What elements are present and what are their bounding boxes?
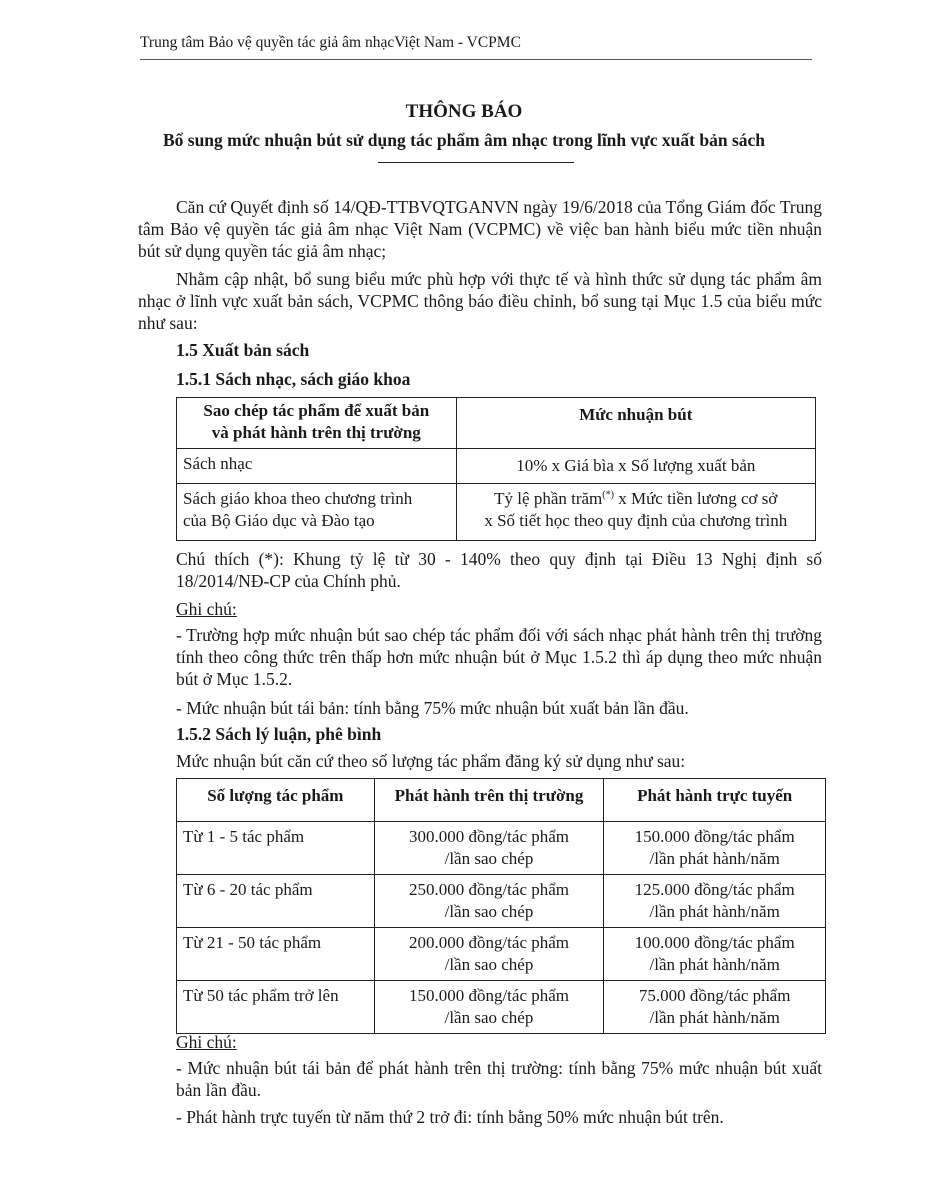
table-cell <box>374 875 604 928</box>
table-header-cell: Phát hành trên thị trường <box>374 779 604 822</box>
table-header-cell: Số lượng tác phẩm <box>177 779 375 822</box>
cell-line: /lần sao chép <box>444 955 534 974</box>
subsection-2-intro: Mức nhuận bút căn cứ theo số lượng tác phẩm đăng ký sử dụng như sau: <box>176 751 686 771</box>
document-title: THÔNG BÁO <box>405 101 523 122</box>
cell-line <box>463 488 809 510</box>
table-row <box>177 449 816 484</box>
table-header-row <box>177 779 826 822</box>
table-header-cell: Phát hành trực tuyến <box>604 779 826 822</box>
cell-line: 75.000 đồng/tác phẩm <box>638 986 791 1005</box>
cell-line: /lần phát hành/năm <box>649 955 780 974</box>
notes-title: Ghi chú: <box>176 1032 237 1052</box>
royalty-table-2 <box>176 778 826 1034</box>
table-cell: Từ 6 - 20 tác phẩm <box>177 875 375 928</box>
table-cell: Sách nhạc <box>177 449 457 484</box>
cell-line: Sách giáo khoa theo chương trình <box>183 489 413 508</box>
note-2: - Phát hành trực tuyến từ năm thứ 2 trở đi: tính bằng 50% mức nhuận bút trên. <box>176 1107 724 1127</box>
cell-line: /lần phát hành/năm <box>649 849 780 868</box>
header-line: Sao chép tác phẩm để xuất bản <box>203 401 430 420</box>
subsection-1-heading: 1.5.1 Sách nhạc, sách giáo khoa <box>176 369 411 389</box>
table-cell <box>604 981 826 1034</box>
table-cell <box>374 981 604 1034</box>
cell-line: 125.000 đồng/tác phẩm <box>634 880 795 899</box>
cell-line: x Số tiết học theo quy định của chương trình <box>484 511 788 530</box>
table-cell <box>374 928 604 981</box>
table-cell <box>604 822 826 875</box>
notes-title-row <box>176 598 822 620</box>
table-cell <box>177 484 457 541</box>
intro-paragraph-1: Căn cứ Quyết định số 14/QĐ-TTBVQTGANVN ngày 19/6/2018 của Tổng Giám đốc Trung tâm Bảo vệ quyền tác giả âm nhạc Việt Nam (VCPMC) về việc ban hành biểu mức tiền nhuận bút sử dụng quyền tác giả âm nhạc; <box>138 197 822 261</box>
royalty-table-1 <box>176 397 816 541</box>
table-row <box>177 822 826 875</box>
notes-title: Ghi chú: <box>176 599 237 619</box>
footnote: Chú thích (*): Khung tỷ lệ từ 30 - 140% theo quy định tại Điều 13 Nghị định số 18/2014/NĐ-CP của Chính phủ. <box>176 549 822 591</box>
intro-paragraph-2: Nhằm cập nhật, bổ sung biểu mức phù hợp với thực tế và hình thức sử dụng tác phẩm âm nhạc ở lĩnh vực xuất bản sách, VCPMC thông báo điều chỉnh, bổ sung tại Mục 1.5 của biểu mức như sau: <box>138 269 822 333</box>
cell-text: Tỷ lệ phần trăm <box>494 489 603 508</box>
table-cell <box>604 875 826 928</box>
cell-line: /lần sao chép <box>444 849 534 868</box>
cell-line: /lần sao chép <box>444 1008 534 1027</box>
subsection-2-heading: 1.5.2 Sách lý luận, phê bình <box>176 724 382 744</box>
table-header-cell: Mức nhuận bút <box>456 398 815 449</box>
cell-line: 150.000 đồng/tác phẩm <box>408 986 570 1005</box>
cell-line: /lần phát hành/năm <box>649 902 780 921</box>
cell-line: 200.000 đồng/tác phẩm <box>408 933 570 952</box>
note-2: - Mức nhuận bút tái bản: tính bằng 75% mức nhuận bút xuất bản lần đầu. <box>176 698 689 718</box>
table-row <box>177 484 816 541</box>
cell-text: x Mức tiền lương cơ sở <box>613 489 778 508</box>
cell-line: /lần phát hành/năm <box>649 1008 780 1027</box>
note-1: - Mức nhuận bút tái bản để phát hành trên thị trường: tính bằng 75% mức nhuận bút xuất bản lần đầu. <box>176 1058 822 1100</box>
notes-title-row-2 <box>176 1031 822 1053</box>
title-divider <box>378 162 574 163</box>
table-cell: Từ 50 tác phẩm trở lên <box>177 981 375 1034</box>
table-cell: 10% x Giá bìa x Số lượng xuất bản <box>456 449 815 484</box>
document-header: Trung tâm Bảo vệ quyền tác giả âm nhạcViệt Nam - VCPMC <box>140 34 812 60</box>
cell-line: 250.000 đồng/tác phẩm <box>408 880 570 899</box>
table-row <box>177 928 826 981</box>
cell-line: của Bộ Giáo dục và Đào tạo <box>183 511 375 530</box>
footnote-marker: (*) <box>602 489 614 501</box>
table-row <box>177 981 826 1034</box>
table-cell <box>604 928 826 981</box>
table-header-cell <box>177 398 457 449</box>
section-heading: 1.5 Xuất bản sách <box>176 340 310 360</box>
note-1: - Trường hợp mức nhuận bút sao chép tác phẩm đối với sách nhạc phát hành trên thị trường tính theo công thức trên thấp hơn mức nhuận bút ở Mục 1.5.2 thì áp dụng theo mức nhuận bút ở Mục 1.5.2. <box>176 625 822 689</box>
table-cell <box>456 484 815 541</box>
table-cell: Từ 1 - 5 tác phẩm <box>177 822 375 875</box>
header-line: và phát hành trên thị trường <box>211 423 421 442</box>
document-subtitle: Bổ sung mức nhuận bút sử dụng tác phẩm âm nhạc trong lĩnh vực xuất bản sách <box>162 130 766 150</box>
table-row <box>177 875 826 928</box>
table-cell: Từ 21 - 50 tác phẩm <box>177 928 375 981</box>
cell-line: /lần sao chép <box>444 902 534 921</box>
cell-line: 150.000 đồng/tác phẩm <box>634 827 795 846</box>
table-header-row <box>177 398 816 449</box>
table-cell <box>374 822 604 875</box>
cell-line: 100.000 đồng/tác phẩm <box>634 933 795 952</box>
cell-line: 300.000 đồng/tác phẩm <box>408 827 570 846</box>
